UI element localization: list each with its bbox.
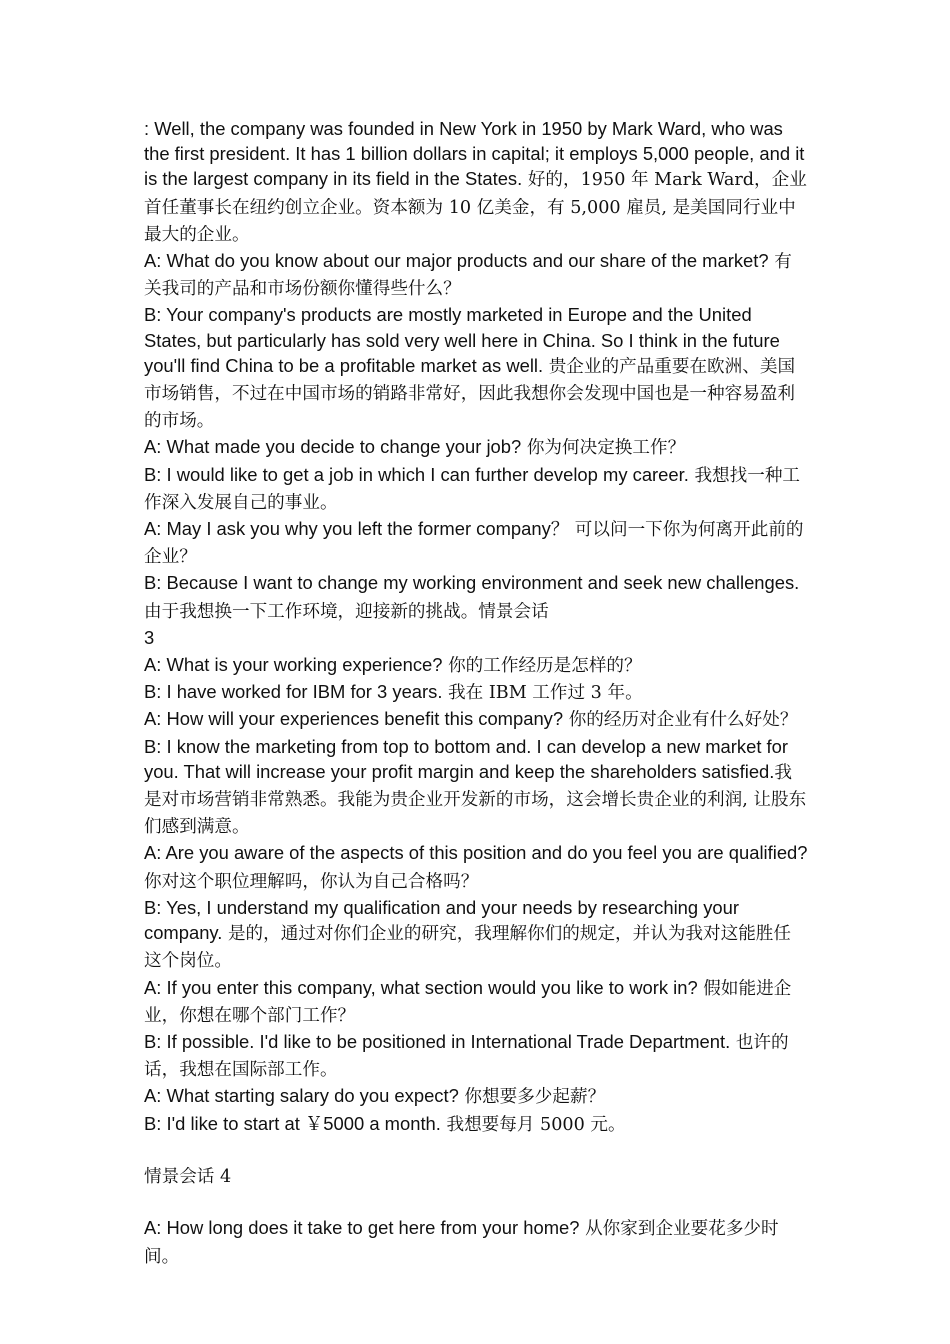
paragraph-answer-salary: B: I'd like to start at ￥5000 a month. 我想要每月 5000 元。 (144, 1112, 626, 1135)
paragraph-answer-ibm: B: I have worked for IBM for 3 years. 我在 IBM 工作过 3 年。 (144, 681, 643, 704)
paragraph-question-change-job: A: What made you decide to change your job? 你为何决定换工作？ (144, 436, 686, 459)
paragraph-question-left-company: A: May I ask you why you left the former company？ 可以问一下你为何离开此前的企业？ (144, 518, 804, 568)
blank-line (144, 1190, 808, 1215)
blank-line (144, 1138, 808, 1163)
paragraph-company-founding: : Well, the company was founded in New York in 1950 by Mark Ward, who was the first president. It has 1 billion dollars in capital; it employs 5,000 people, and it is the largest company in its field in the States. 好的，1950 年 Mark Ward，企业首任董事长在纽约创立企业。资本额为 10 亿美金，有 5,000 雇员, 是美国同行业中最大的企业。 (144, 118, 807, 245)
paragraph-answer-qualification: B: Yes, I understand my qualification and your needs by researching your company. 是的，通过对你们企业的研究，我理解你们的规定，并认为我对这能胜任这个岗位。 (144, 896, 791, 972)
paragraph-question-experience: A: What is your working experience? 你的工作经历是怎样的？ (144, 654, 642, 677)
paragraph-answer-products: B: Your company's products are mostly marketed in Europe and the United States, but particularly has sold very well here in China. So I think in the future you'll find China to be a profitable market as well. 贵企业的产品重要在欧洲、美国市场销售，不过在中国市场的销路非常好，因此我想你会发现中国也是一种容易盈利的市场。 (144, 304, 796, 432)
paragraph-question-section: A: If you enter this company, what section would you like to work in? 假如能进企业，你想在哪个部门工作？ (144, 976, 792, 1026)
paragraph-question-products: A: What do you know about our major products and our share of the market? 有关我司的产品和市场份额你懂得些什么？ (144, 250, 792, 300)
paragraph-answer-department: B: If possible. I'd like to be positioned in International Trade Department. 也许的话，我想在国际部工作。 (144, 1030, 789, 1081)
paragraph-answer-marketing: B: I know the marketing from top to bottom and. I can develop a new market for you. That will increase your profit margin and keep the shareholders satisfied.我是对市场营销非常熟悉。我能为贵企业开发新的市场，这会增长贵企业的利润, 让股东们感到满意。 (144, 735, 807, 838)
paragraph-question-salary: A: What starting salary do you expect? 你想要多少起薪？ (144, 1085, 606, 1108)
paragraph-question-commute: A: How long does it take to get here from your home? 从你家到企业要花多少时间。 (144, 1217, 779, 1267)
document-body (144, 116, 808, 1270)
paragraph-answer-career: B: I would like to get a job in which I can further develop my career. 我想找一种工作深入发展自己的事业。 (144, 463, 801, 513)
paragraph-question-benefit: A: How will your experiences benefit this company? 你的经历对企业有什么好处？ (144, 708, 798, 731)
paragraph-question-qualified: A: Are you aware of the aspects of this position and do you feel you are qualified? 你对这个职位理解吗，你认为自己合格吗？ (144, 842, 808, 892)
section-number: 3 (144, 626, 155, 648)
section-heading-scenario-4: 情景会话 4 (144, 1166, 232, 1187)
paragraph-answer-environment: B: Because I want to change my working environment and seek new challenges. 由于我想换一下工作环境，迎接新的挑战。情景会话 (144, 572, 800, 622)
